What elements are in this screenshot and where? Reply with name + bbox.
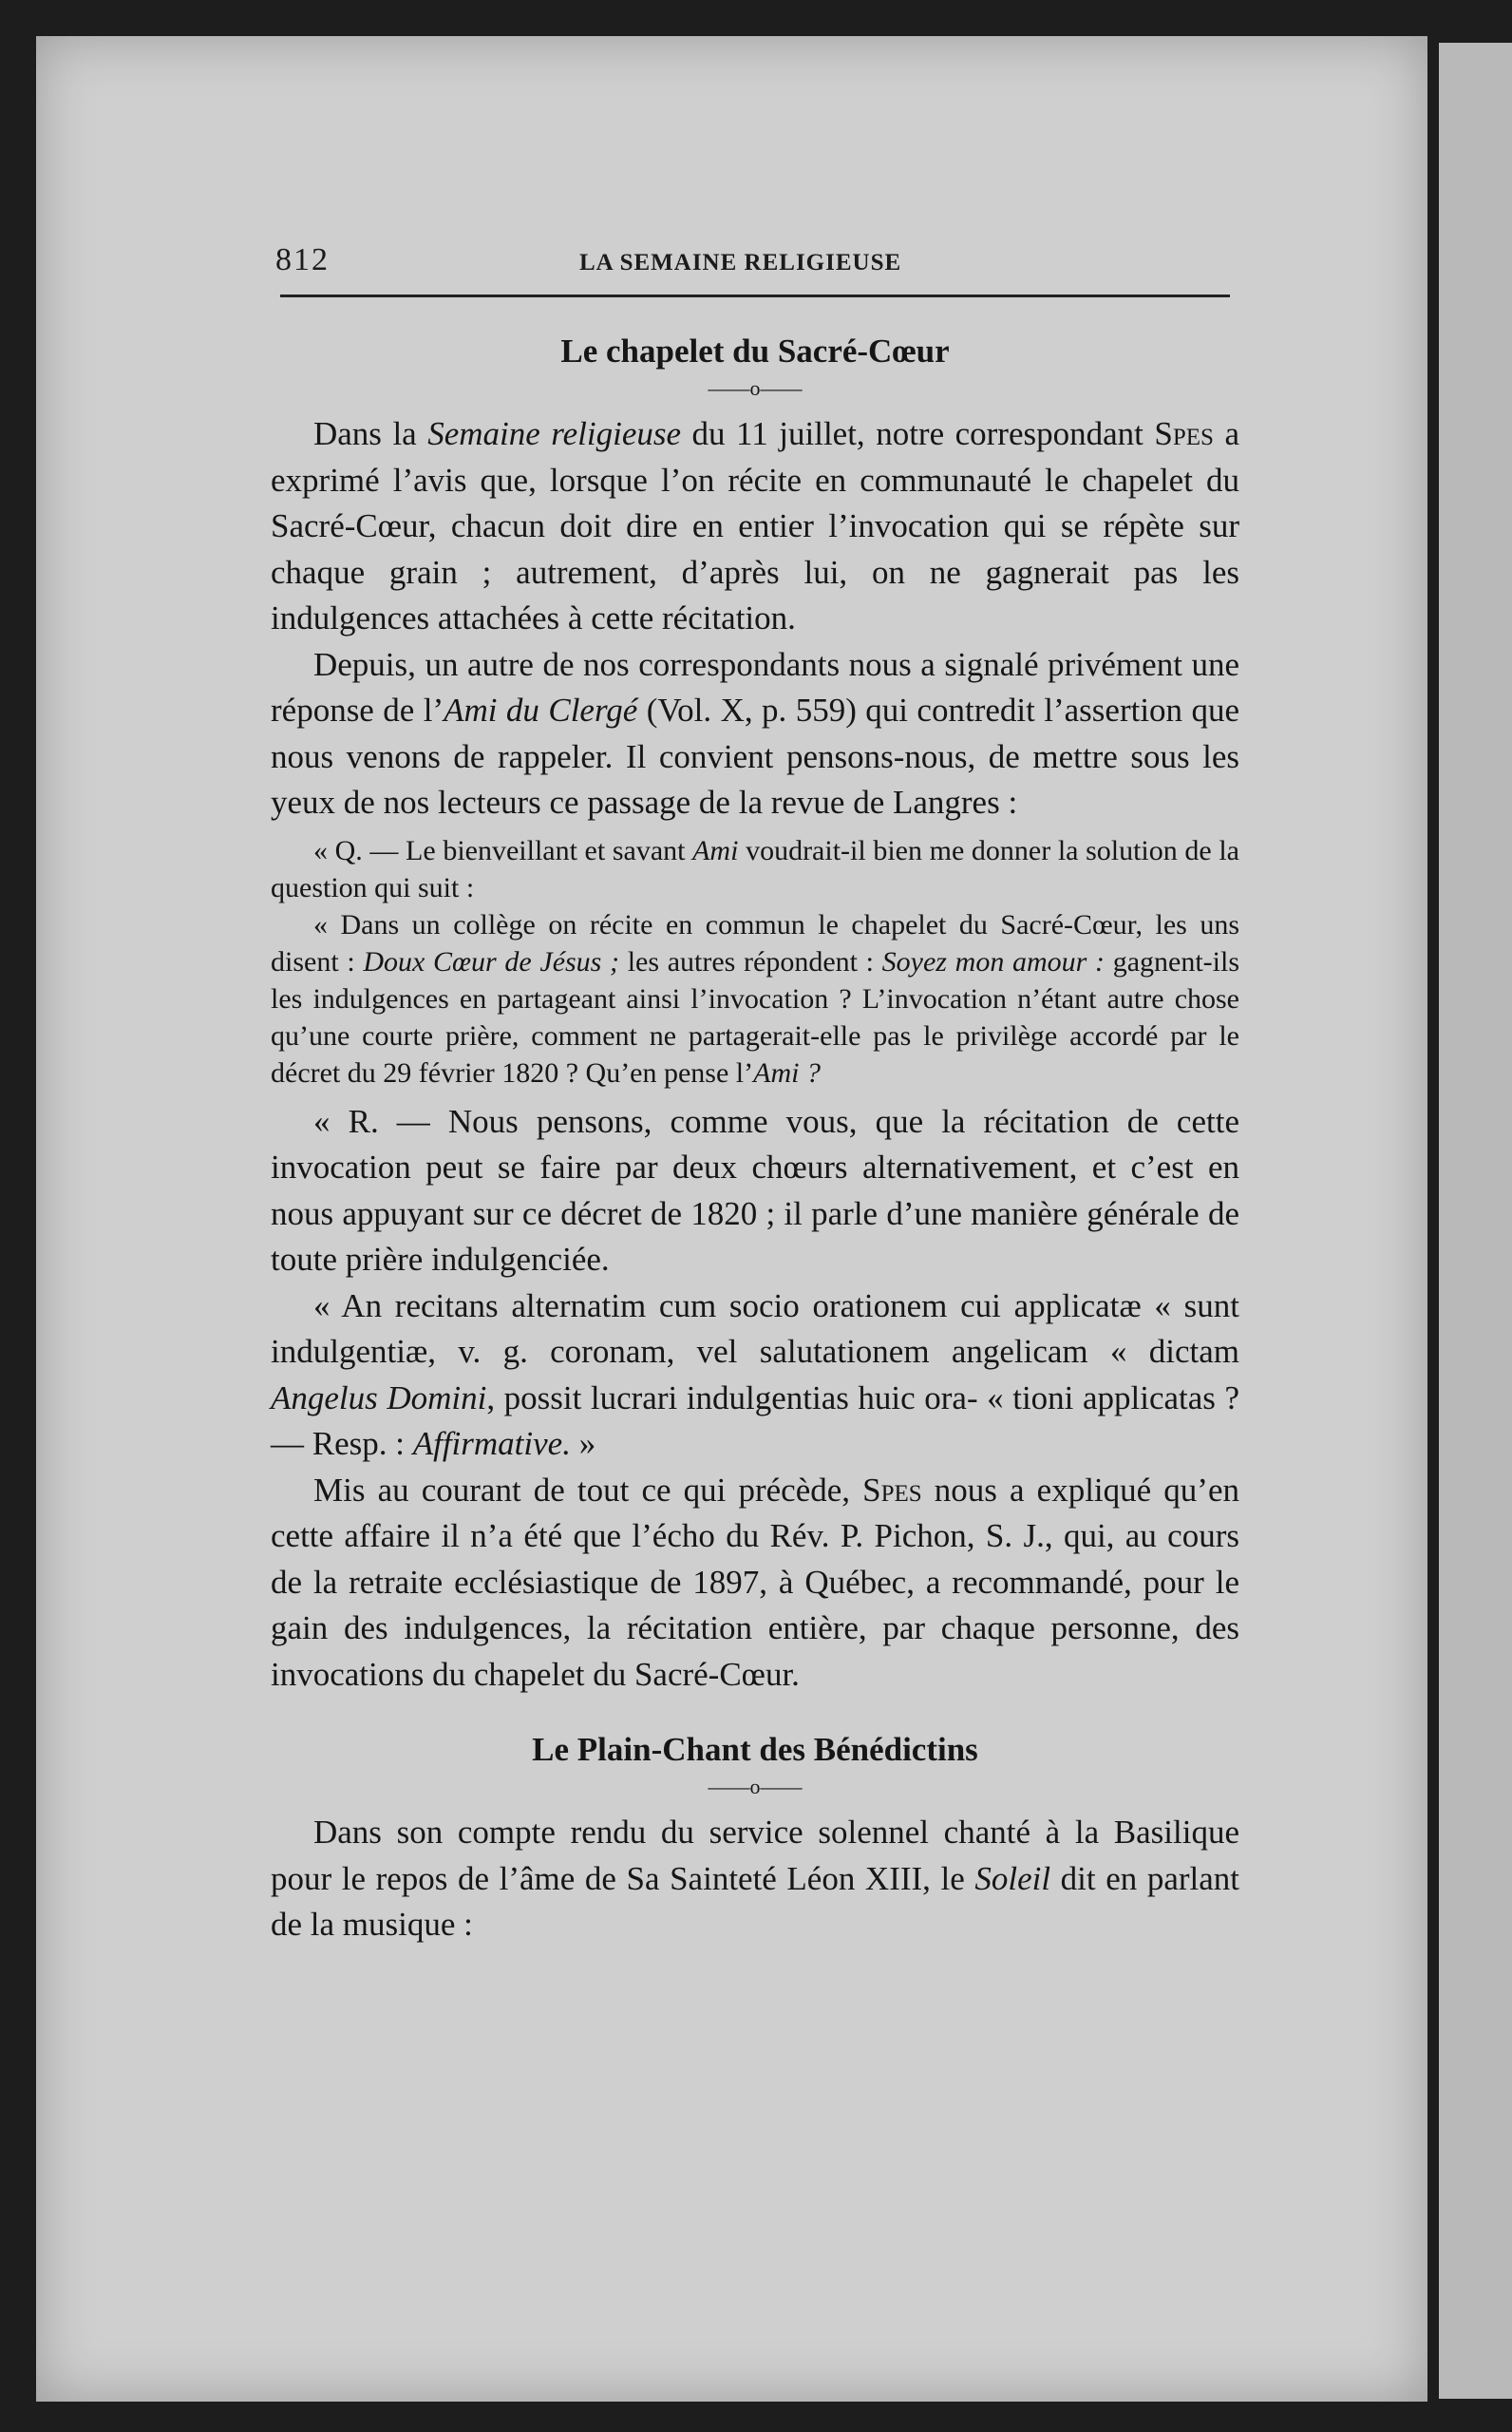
page-body [271, 328, 1239, 1948]
latin-quote: « An recitans alternatim cum socio orationem cui applicatæ « sunt indulgentiæ, v. g. coronam, vel salutationem angelicam « dictam Angelus Domini, possit lucrari indulgentias huic ora- « tioni applicatas ? — Resp. : Affirmative. » [271, 1286, 1239, 1462]
paragraph: Depuis, un autre de nos correspondants nous a signalé privément une réponse de l’Ami du Clergé (Vol. X, p. 559) qui contredit l’assertion que nous venons de rappeler. Il convient pensons-nous, de mettre sous les yeux de nos lecteurs ce passage de la revue de Langres : [271, 645, 1240, 821]
page-header [275, 242, 1230, 280]
quote-question: « Q. — Le bienveillant et savant Ami voudrait-il bien me donner la solution de la question qui suit : [271, 834, 1239, 903]
adjacent-page-edge [1439, 43, 1512, 2399]
paragraph: Dans son compte rendu du service solennel chanté à la Basilique pour le repos de l’âme de Sa Sainteté Léon XIII, le Soleil dit en parlant de la musique : [271, 1814, 1240, 1943]
section-title-chapelet: Le chapelet du Sacré-Cœur [560, 332, 950, 370]
page-number: 812 [275, 242, 330, 277]
title-ornament: ——o—— [708, 376, 803, 400]
header-rule [280, 294, 1230, 297]
paragraph: Mis au courant de tout ce qui précède, Spes nous a expliqué qu’en cette affaire il n’a été que l’écho du Rév. P. Pichon, S. J., qui, au cours de la retraite ecclésiastique de 1897, à Québec, a recommandé, pour le gain des indulgences, la récitation entière, par chaque personne, des invocations du chapelet du Sacré-Cœur. [271, 1471, 1239, 1693]
quote-question: « Dans un collège on récite en commun le chapelet du Sacré-Cœur, les uns disent : Doux Cœur de Jésus ; les autres répondent : Soyez mon amour : gagnent-ils les indulgences en partageant ainsi l’invocation ? L’invocation n’étant autre chose qu’une courte prière, comment ne partagerait-elle pas le privilège accordé par le décret du 29 février 1820 ? Qu’en pense l’Ami ? [271, 908, 1239, 1089]
paragraph: Dans la Semaine religieuse du 11 juillet, notre correspondant Spes a exprimé l’avis que, lorsque l’on récite en communauté le chapelet du Sacré-Cœur, chacun doit dire en entier l’invocation qui se répète sur chaque grain ; autrement, d’après lui, on ne gagnerait pas les indulgences attachées à cette récitation. [271, 415, 1239, 636]
section-title-plain-chant: Le Plain-Chant des Bénédictins [532, 1731, 978, 1768]
title-ornament: ——o—— [708, 1775, 803, 1798]
quote-answer: « R. — Nous pensons, comme vous, que la récitation de cette invocation peut se faire par deux chœurs alternativement, et c’est en nous appuyant sur ce décret de 1820 ; il parle d’une manière générale de toute prière indulgenciée. [271, 1102, 1239, 1278]
running-title: LA SEMAINE RELIGIEUSE [579, 250, 902, 276]
